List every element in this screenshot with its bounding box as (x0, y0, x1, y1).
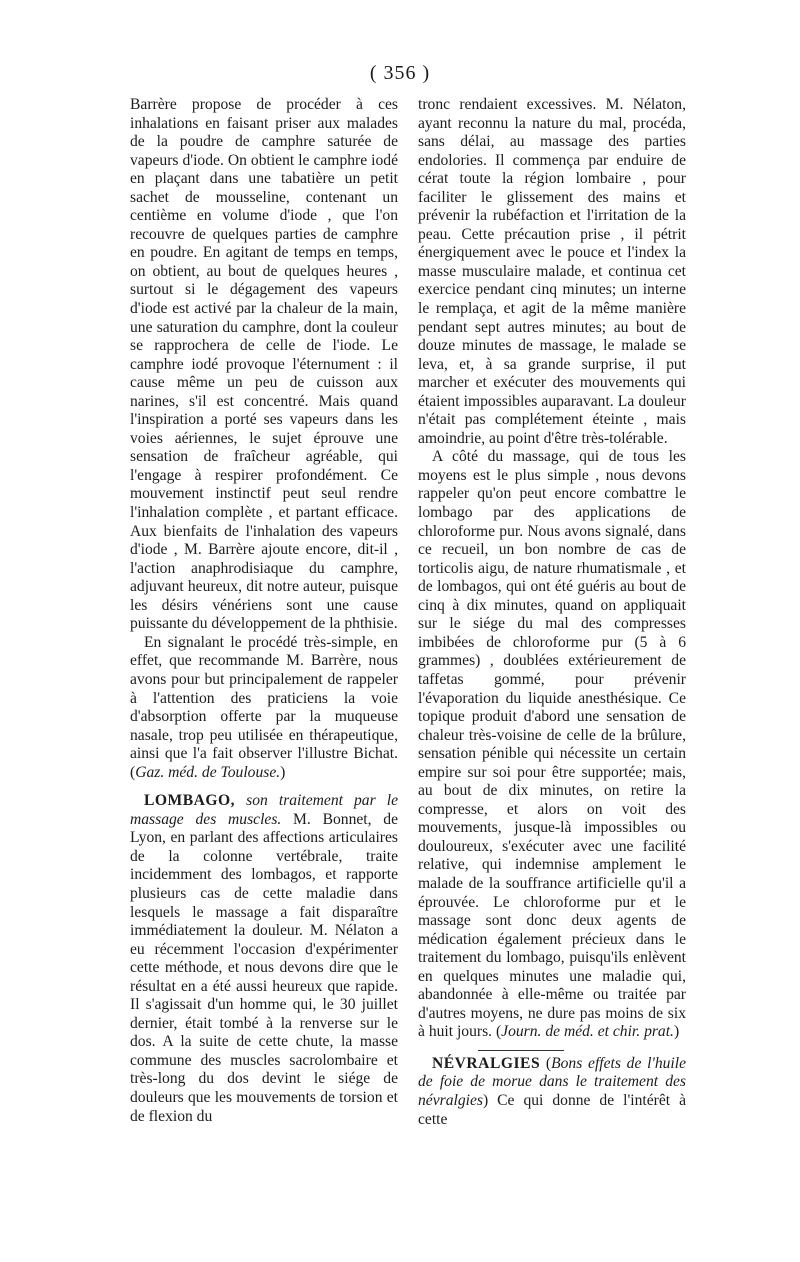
paragraph-nasal-absorption (130, 634, 398, 782)
paragraph-text: En signalant le procédé très-simple, en effet, que recommande M. Barrère, nous avons pour but principalement de rappeler à l'attention des praticiens la voie d'absorption offerte par la muqueuse nasale, trop peu utilisée en thérapeutique, ainsi que l'a fait observer l'illustre Bichat. ( (130, 633, 398, 781)
article-text: Ce qui donne de l'intérêt à cette (418, 1091, 686, 1128)
paragraph-iodized-camphor: Barrère propose de procéder à ces inhalations en faisant priser aux malades de la poudre de camphre saturée de vapeurs d'iode. On obtient le camphre iodé en plaçant dans une tabatière un petit sachet de mousseline, contenant un centième en volume d'iode , que l'on recouvre de quelques parties de camphre en poudre. En agitant de temps en temps, on obtient, au bout de quelques heures , surtout si le dégagement des vapeurs d'iode est activé par la chaleur de la main, une saturation du camphre, dont la couleur se rapprochera de celle de l'iode. Le camphre iodé provoque l'éternument : il cause même un peu de cuisson aux narines, s'il est concentré. Mais quand l'inspiration a porté ses vapeurs dans les voies aériennes, le sujet éprouve une sensation de fraîcheur agréable, qui l'engage à respirer profondément. Ce mouvement instinctif peut seul rendre l'inhalation complète , et partant efficace. Aux bienfaits de l'inhalation des vapeurs d'iode , M. Barrère ajoute encore, dit-il , l'action anaphrodisiaque du camphre, adjuvant heureux, dit notre auteur, puisque les désirs vénériens sont une cause puissante du développement de la phthisie. (130, 96, 398, 633)
left-column (130, 96, 398, 1126)
section-heading: NÉVRALGIES (432, 1054, 541, 1072)
page-number: ( 356 ) (369, 62, 431, 84)
section-heading: LOMBAGO, (144, 792, 236, 810)
section-subtitle: Bons effets de l'huile de foie de morue dans le traitement des (418, 1054, 687, 1091)
section-gap (130, 782, 398, 792)
section-subtitle-end: névralgies (418, 1091, 483, 1109)
citation-close: ) (280, 763, 286, 781)
source-citation: Gaz. méd. de Toulouse. (135, 763, 281, 781)
section-subtitle: son traitement par le massage des muscles. (130, 792, 398, 828)
section-divider (478, 1050, 564, 1051)
citation-close: ) (673, 1023, 680, 1041)
article-nevralgies: NÉVRALGIES (Bons effets de l'huile de foie de morue dans le traitement des névralgies) Ce qui donne de l'intérêt à cette (418, 1054, 687, 1128)
article-text: M. Bonnet, de Lyon, en parlant des affections articulaires de la colonne vertébrale, traite incidemment des lombagos, et rapporte plusieurs cas de cette maladie dans lesquels le massage a fait disparaître immédiatement la douleur. M. Nélaton a eu récemment l'occasion d'expérimenter cette méthode, et nous devons dire que le résultat en a été aussi heureux que rapide. Il s'agissait d'un homme qui, le 30 juillet dernier, était tombé à la renverse sur le dos. A la suite de cette chute, la masse commune des muscles sacrolombaire et très-long du dos devint le siége de douleurs que les mouvements de torsion et de flexion du (130, 810, 399, 1125)
right-column (418, 96, 686, 1129)
paragraph-massage-case: tronc rendaient excessives. M. Nélaton, ayant reconnu la nature du mal, procéda, sans délai, au massage des parties endolories. Il commença par enduire de cérat toute la région lombaire , pour faciliter le glissement des mains et prévenir la rubéfaction et l'irritation de la peau. Cette précaution prise , il pétrit énergiquement avec le pouce et l'index la masse musculaire malade, et continua cet exercice pendant cinq minutes; un interne le remplaça, et agit de la même manière pendant sept autres minutes; au bout de douze minutes de massage, le malade se leva, et, à sa grande surprise, il put marcher et exécuter des mouvements qui étaient impossibles auparavant. La douleur n'était pas complétement éteinte , mais amoindrie, au point d'être très-tolérable. (418, 96, 686, 447)
article-lombago (130, 792, 398, 1126)
paragraph-chloroform (418, 448, 686, 1042)
source-citation: Journ. de méd. et chir. prat. (501, 1023, 674, 1041)
paragraph-text: A côté du massage, qui de tous les moyens est le plus simple , nous devons rappeler qu'on peut encore combattre le lombago par des applications de chloroforme pur. Nous avons signalé, dans ce recueil, un bon nombre de cas de torticolis aigu, de nature rhumatismale , et de lombagos, qui ont été guéris au bout de cinq à dix minutes, quand on appliquait sur le siége du mal des compresses imbibées de chloroforme pur (5 à 6 grammes) , doublées extérieurement de taffetas gommé, pour prévenir l'évaporation du liquide anesthésique. Ce topique produit d'abord une sensation de chaleur très-voisine de celle de la brûlure, sensation pénible qui nécessite un certain empire sur soi pour être supportée; mais, au bout de dix minutes, on retire la compresse, et alors on voit des mouvements, jusque-là impossibles ou douloureux, s'exécuter avec une facilité relative, qui indemnise amplement le malade de la souffrance artificielle qu'il a éprouvée. Le chloroforme pur et le massage sont donc deux agents de médication également précieux dans le traitement du lombago, puisqu'ils enlèvent en quelques minutes une maladie qui, abandonnée à elle-même ou traitée par d'autres moyens, ne dure pas moins de six à huit jours. ( (418, 448, 686, 1041)
